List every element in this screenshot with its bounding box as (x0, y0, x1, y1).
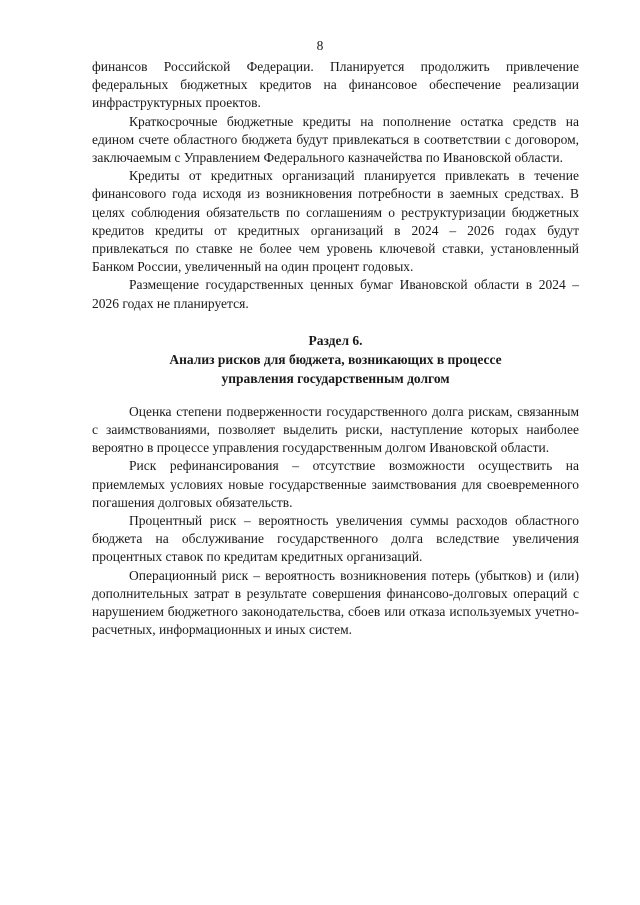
section-number: Раздел 6. (308, 332, 363, 348)
paragraph-interest-risk: Процентный риск – вероятность увеличения суммы расходов областного бюджета на обслуживание государственного долга вследствие увеличения процентных ставок по кредитам кредитных организаций. (92, 513, 579, 565)
section-title-line-2: управления государственным долгом (221, 370, 450, 386)
section-heading-block (92, 331, 579, 388)
page-number: 8 (316, 38, 324, 53)
paragraph-securities: Размещение государственных ценных бумаг Ивановской области в 2024 – 2026 годах не планируется. (92, 277, 579, 311)
paragraph-bank-credits: Кредиты от кредитных организаций планируется привлекать в течение финансового года исходя из возникновения потребности в заемных средствах. В целях соблюдения обязательств по соглашениям о реструктуризации бюджетных кредитов кредиты от кредитных организаций в 2024 – 2026 годах будут привлекаться по ставке не более чем уровень ключевой ставки, установленный Банком России, увеличенный на один процент годовых. (92, 168, 579, 275)
document-body (92, 58, 579, 639)
paragraph-short-term-credits: Краткосрочные бюджетные кредиты на пополнение остатка средств на едином счете областного бюджета будут привлекаться в соответствии с договором, заключаемым с Управлением Федерального казначейства по Ивановской области. (92, 113, 579, 166)
section-title-line-1: Анализ рисков для бюджета, возникающих в процессе (169, 351, 502, 367)
paragraph-continuation: финансов Российской Федерации. Планируется продолжить привлечение федеральных бюджетных кредитов на финансовое обеспечение реализации инфраструктурных проектов. (92, 59, 579, 111)
paragraph-operational-risk: Операционный риск – вероятность возникновения потерь (убытков) и (или) дополнительных затрат в результате совершения финансово-долговых операций с нарушением бюджетного законодательства, сбоев или отказа используемых учетно-расчетных, информационных и иных систем. (92, 567, 579, 638)
paragraph-refinancing-risk: Риск рефинансирования – отсутствие возможности осуществить на приемлемых условиях новые государственные заимствования для своевременного погашения долговых обязательств. (92, 458, 579, 510)
paragraph-risk-assessment: Оценка степени подверженности государственного долга рискам, связанным с заимствованиями, позволяет выделить риски, наступление которых наиболее вероятно в процессе управления государственным долгом Ивановской области. (92, 403, 579, 456)
